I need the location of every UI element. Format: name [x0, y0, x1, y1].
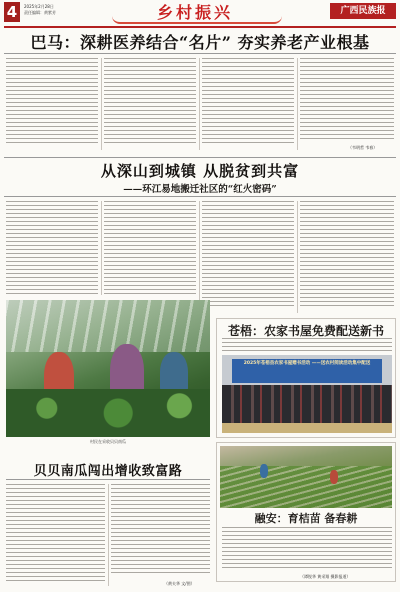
- article-2-subheadline: ——环江易地搬迁社区的“红火密码”: [123, 184, 277, 195]
- seedling-rows: [220, 466, 392, 508]
- greenhouse-roof: [6, 300, 210, 352]
- issue-date: 2025年2月28日: [24, 4, 54, 9]
- book-table: [222, 423, 392, 433]
- article-1-body-column: [202, 58, 294, 146]
- editor-line: 责任编辑：黄紫芳: [24, 10, 56, 15]
- date-line: [24, 4, 56, 16]
- article-1-byline: （韦明哲 韦春）: [348, 145, 378, 150]
- article-1-headline: 巴马：深耕医养结合“名片” 夯实养老产业根基: [30, 33, 370, 52]
- divider: [4, 157, 396, 158]
- article-4-body: [222, 338, 392, 352]
- column-divider: [101, 201, 102, 295]
- article-3-headline: 贝贝南瓜闯出增收致富路: [33, 464, 183, 479]
- article-5-headline: 融安：育桔苗 备春耕: [254, 512, 358, 525]
- column-divider: [108, 484, 109, 586]
- article-1-body-column: [6, 58, 98, 146]
- column-divider: [101, 58, 102, 150]
- article-2-body-column: [300, 201, 394, 309]
- section-title: 乡村振兴: [156, 3, 233, 22]
- event-banner-text: 2025年苍梧县农家书屋赠书活动 ——送农村阅读活动集中配送: [243, 361, 371, 366]
- pumpkin-vines: [6, 389, 210, 437]
- column-divider: [199, 58, 200, 150]
- section-title-decoration: [112, 16, 282, 24]
- photo-caption: 村民在采收贝贝南瓜: [90, 439, 126, 444]
- masthead-rule: [4, 26, 396, 28]
- divider: [6, 479, 210, 480]
- divider: [4, 53, 396, 54]
- column-divider: [297, 201, 298, 313]
- article-3-byline: （黄夫华 文/图）: [164, 581, 195, 586]
- page-number: 4: [4, 2, 20, 22]
- article-5-byline: （谭锐华 黄采翔 摄影报道）: [300, 574, 351, 579]
- article-5-body: [222, 527, 392, 571]
- article-2-body-column: [104, 201, 196, 295]
- column-divider: [297, 58, 298, 150]
- worker-figure: [260, 464, 268, 478]
- article-2-body-column: [6, 201, 98, 295]
- orange-seedling-field-photo: [220, 446, 392, 508]
- pumpkin-harvest-photo: [6, 300, 210, 437]
- article-2-headline: 从深山到城镇 从脱贫到共富: [100, 162, 300, 180]
- article-4-headline: 苍梧：农家书屋免费配送新书: [227, 324, 384, 338]
- article-1-body-column: [104, 58, 196, 146]
- article-1-body-column: [300, 58, 394, 142]
- newspaper-brand: 广西民族报: [330, 3, 396, 19]
- article-3-body-column: [6, 484, 105, 584]
- divider: [4, 196, 396, 197]
- article-3-body-column: [111, 484, 210, 576]
- book-donation-photo: [222, 355, 392, 433]
- worker-figure: [330, 470, 338, 484]
- article-2-body-column: [202, 201, 294, 309]
- column-divider: [199, 201, 200, 313]
- masthead: [0, 0, 400, 30]
